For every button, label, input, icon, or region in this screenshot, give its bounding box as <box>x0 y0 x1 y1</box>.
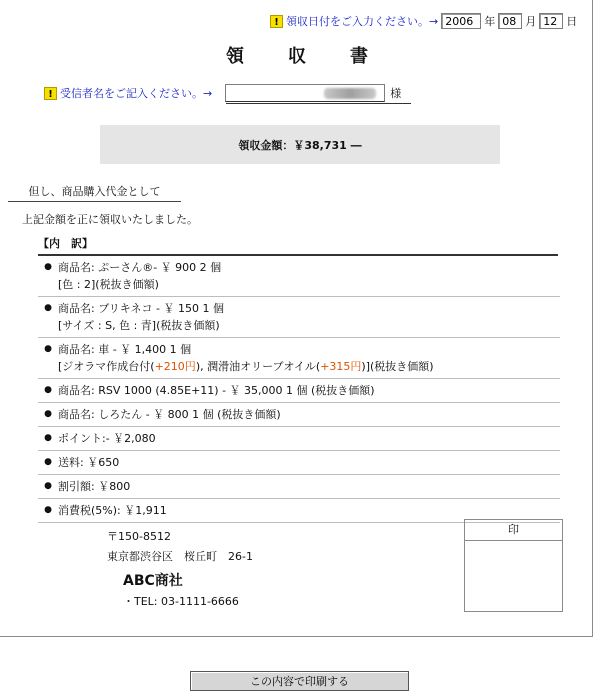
item-line: 送料: ￥650 <box>58 456 120 469</box>
street-address: 東京都渋谷区 桜丘町 26-1 <box>107 550 253 563</box>
list-item <box>38 403 560 427</box>
warning-icon: ! <box>270 15 283 28</box>
stamp-box <box>464 519 563 612</box>
recipient-row <box>44 84 401 102</box>
list-item <box>38 297 560 338</box>
bullet-icon: ● <box>44 433 52 443</box>
option-price: +210円 <box>154 360 196 373</box>
recipient-underline <box>226 103 411 104</box>
bullet-icon: ● <box>44 457 52 467</box>
item-detail-part: ), 潤滑油オリーブオイル( <box>195 360 321 373</box>
bullet-icon: ● <box>44 303 52 313</box>
list-item <box>38 475 560 499</box>
redacted-name <box>324 88 376 99</box>
item-line: 商品名: ぷーさん®- ￥ 900 2 個 <box>58 261 222 274</box>
day-unit: 日 <box>566 15 578 28</box>
bullet-icon: ● <box>44 409 52 419</box>
breakdown-heading: 【内 訳】 <box>38 235 558 256</box>
month-unit: 月 <box>525 15 537 28</box>
item-line: 商品名: 車 - ￥ 1,400 1 個 <box>58 343 192 356</box>
bullet-icon: ● <box>44 262 52 272</box>
recipient-name-field[interactable] <box>225 84 385 102</box>
amount-box <box>100 125 500 164</box>
item-line: ポイント:- ￥2,080 <box>58 432 156 445</box>
bullet-icon: ● <box>44 344 52 354</box>
honorific-suffix: 様 <box>390 87 402 100</box>
item-detail-part: )](税抜き価額) <box>361 360 434 373</box>
item-detail: [サイズ : S, 色 : 青](税抜き価額) <box>58 319 220 332</box>
amount-text: 領収金額：￥38,731 ― <box>238 138 362 152</box>
postal-code: 〒150-8512 <box>107 530 171 543</box>
warning-icon: ! <box>44 87 57 100</box>
received-statement: 上記金額を正に領収いたしました。 <box>22 213 198 226</box>
year-unit: 年 <box>484 15 496 28</box>
phone-number: ・TEL: 03-1111-6666 <box>123 595 239 608</box>
recipient-prompt: 受信者名をご記入ください。→ <box>60 87 213 100</box>
page-title: 領収書 <box>226 46 412 67</box>
purpose-text: 但し、商品購入代金として <box>8 183 181 202</box>
item-line: 商品名: RSV 1000 (4.85E+11) - ￥ 35,000 1 個 (税抜き価額) <box>58 384 375 397</box>
breakdown-list <box>38 256 560 523</box>
bullet-icon: ● <box>44 481 52 491</box>
print-button[interactable]: この内容で印刷する <box>190 671 409 691</box>
option-price: +315円 <box>320 360 362 373</box>
item-detail-part: [ジオラマ作成台付( <box>58 360 155 373</box>
company-name: ABC商社 <box>123 573 183 589</box>
list-item <box>38 451 560 475</box>
issuer-address <box>107 527 253 612</box>
item-line: 割引額: ￥800 <box>58 480 131 493</box>
month-input[interactable] <box>498 13 522 29</box>
stamp-label: 印 <box>465 520 562 541</box>
day-input[interactable] <box>539 13 563 29</box>
item-detail <box>58 358 560 375</box>
item-line: 消費税(5%): ￥1,911 <box>58 504 167 517</box>
item-line: 商品名: しろたん - ￥ 800 1 個 (税抜き価額) <box>58 408 281 421</box>
year-input[interactable] <box>441 13 481 29</box>
item-detail: [色 : 2](税抜き価額) <box>58 278 159 291</box>
date-prompt: 領収日付をご入力ください。→ <box>286 15 439 28</box>
bullet-icon: ● <box>44 505 52 515</box>
date-input-row <box>270 13 577 29</box>
list-item <box>38 427 560 451</box>
bullet-icon: ● <box>44 385 52 395</box>
list-item <box>38 338 560 379</box>
list-item <box>38 256 560 297</box>
item-line: 商品名: ブリキネコ - ￥ 150 1 個 <box>58 302 224 315</box>
list-item <box>38 379 560 403</box>
